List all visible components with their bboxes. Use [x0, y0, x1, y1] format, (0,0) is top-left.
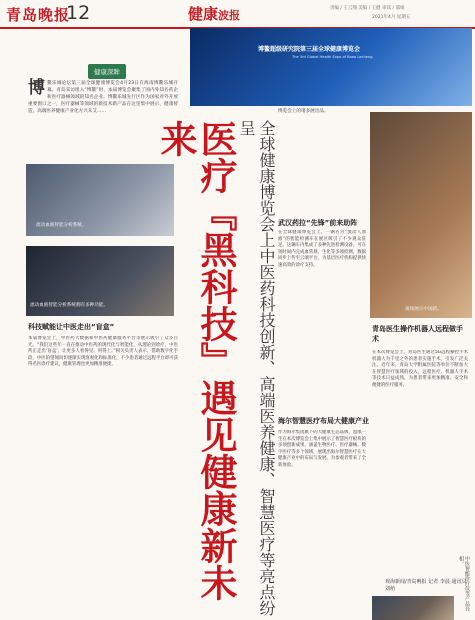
lead-dropcap: 博 [28, 78, 45, 98]
photo-exhibits [370, 112, 472, 318]
banner-subtitle: The 3rd Global Health Expo of Boao Lecheng [292, 55, 373, 59]
section-body-haier: 作为海尔集团旗下的大健康生态品牌，盈康一生在本次博览会上集中展示了智慧医疗板块的多项创新成果，涵盖生物医疗、医疗器械、数字医疗等多个领域，展现出海尔智慧医疗在大健康产业中的布局与发展，为参观者带来了全新体验。 [278, 430, 366, 468]
section-title [188, 3, 240, 24]
sub-headline: 全球健康博览会上中医药科技创新、高端医养健康、智慧医疗等亮点纷呈 [237, 120, 276, 616]
photo-caption-1: 流动血液智能分析系统。 [36, 223, 87, 228]
section-name: 健康 [188, 5, 219, 23]
section-body-qingdao: 在本次博览会上，青岛医生通过5G远程操控手术机器人为千里之外的患者实施手术，引发广泛关注。近年来，青岛大学附属医院等单位不断加大在智慧医疗领域的投入，远程医疗、机器人手术等技术日益成熟，为患者带来更加精准、安全和便捷的医疗服务。 [372, 350, 468, 388]
photo-caption-5: 中医智能诊疗仪等产品亮相。 [458, 556, 470, 611]
section-heading-tcm: 科技赋能让中医走出“盲盒” [28, 323, 115, 331]
editor-line: 责编 / 王云翔 美编 / 王健 审读 / 邵娟 [330, 6, 405, 11]
section-heading-wuhan: 武汉药拉“先锋”前来助阵 [278, 219, 358, 227]
column-badge: 健康深眸 [88, 64, 126, 79]
section-heading-haier: 海尔智慧医疗布局大健康产业 [278, 417, 369, 425]
photo-tcm-device [372, 596, 454, 620]
banner-photo [190, 28, 472, 106]
banner-title: 博鳌超级研究院第三届全球健康博览会 [258, 46, 361, 53]
lead-text: 鳌乐城论坛第三届全球健康博览会4月23日在海南博鳌乐城开幕。青岛采访组入“博鳌”时，本届博览会聚集了国内外知名药企和医疗器械领域的知名企业。博鳌乐城先行区作为国家对外开放重要窗口之一，医疗器械等领域的新技术新产品在这里集中展示，健康智造，高端医养健康产业化方兴未艾…… [28, 81, 178, 114]
section-body-tcm: 本届博览会上，中医药大数据和中医药健康服务平台等展示吸引了众多目光。“我们这些年一直在推动中医药的现代化与智能化，从理论到诊疗，中医药正走出‘盲盒’，让更多人看得见、用得上。”相关负责人表示，借助数字化手段，中医的望闻问切逐渐实现客观化和标准化，不少患者通过远程平台即可获得名医诊疗建议，健康管理也更加精准便捷。 [28, 336, 178, 368]
section-accent: 波报 [218, 9, 241, 22]
byline: 观海新闻/青岛晚报 记者 李晨 通讯员 刘萌 [385, 579, 467, 592]
photo-caption-2: 流动血液智能分析系统拥有多种功能。 [30, 303, 109, 308]
page-number: 12 [66, 2, 91, 24]
photo-caption-4: 观场展示中国药。 [405, 307, 442, 312]
masthead-logo: 青岛晚报 [6, 6, 71, 24]
section-body-wuhan: 在全球健康博览会上，一辆名为“流动人血液”的智能检测车在展区吸引了不少观众驻足。这辆车内集成了多种先进检测设备，可在短时间内完成血常规、生化等多项检测，数据同步上传至云端平台，为基层医疗机构提供快速高效的诊疗支持。 [278, 230, 366, 268]
issue-date: 2021年4月 星期五 [372, 15, 411, 20]
main-headline: 医疗『黑科技』遇见健康新未来 [154, 120, 238, 601]
lead-paragraph [28, 80, 178, 115]
section-heading-qingdao: 青岛医生操作机器人远程做手术 [372, 325, 463, 343]
photo-caption-3: 博览会上的诸多展出品。 [278, 109, 329, 114]
